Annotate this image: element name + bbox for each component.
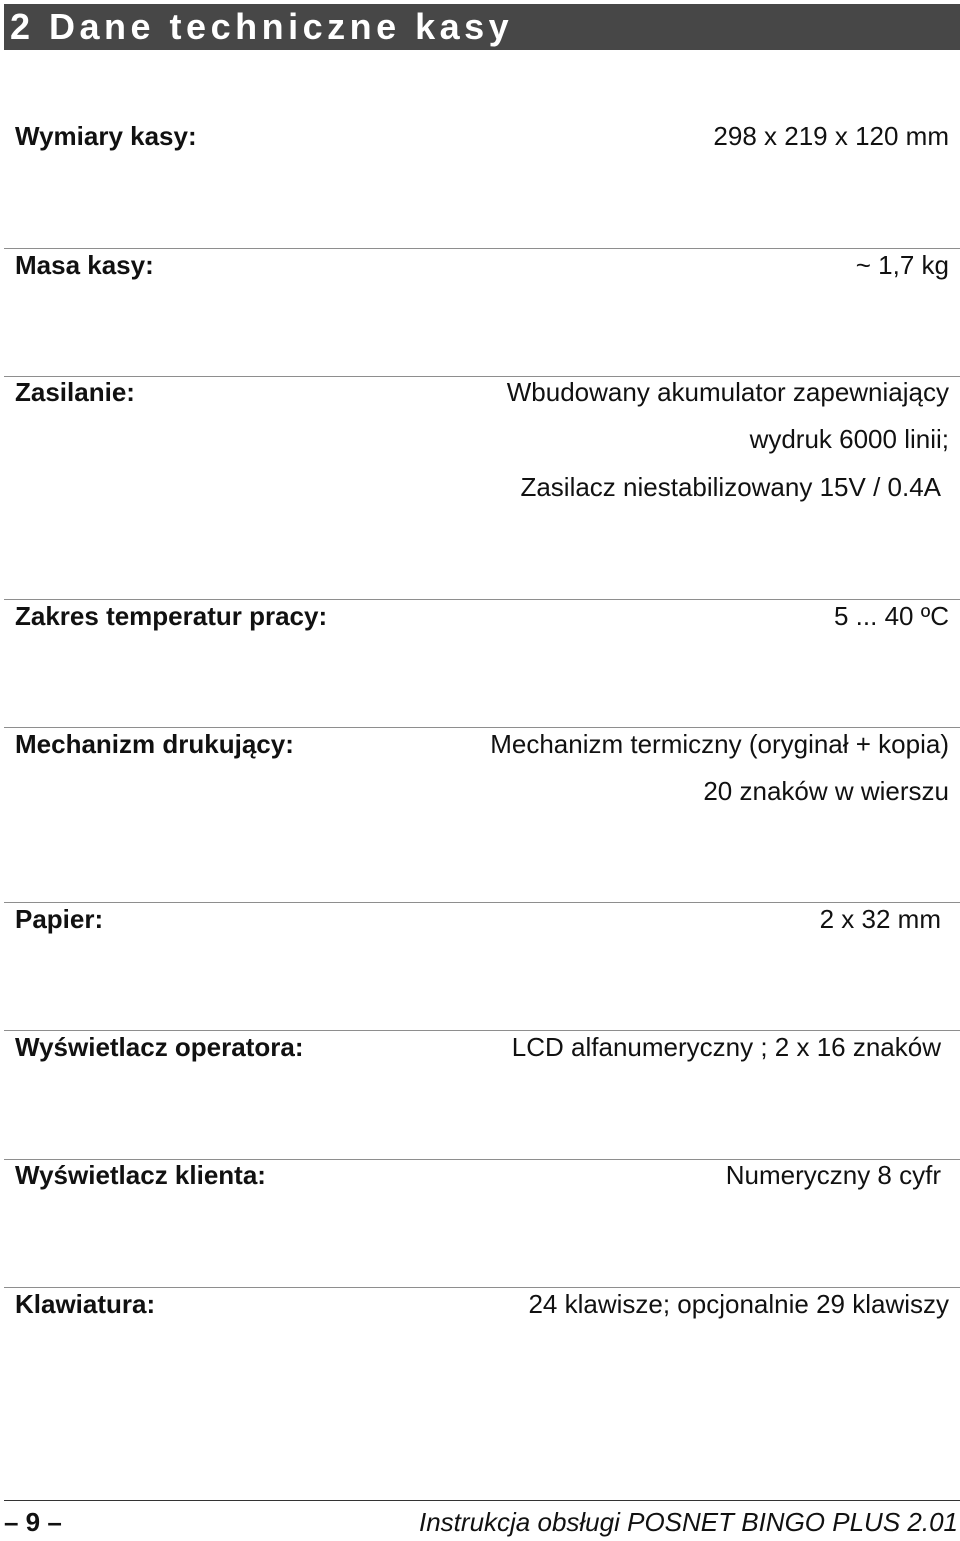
- printer-label: Mechanizm drukujący:: [15, 729, 294, 759]
- footer-divider: [4, 1500, 960, 1501]
- operator-display-label: Wyświetlacz operatora:: [15, 1032, 304, 1062]
- power-value-line3: Zasilacz niestabilizowany 15V / 0.4A: [520, 472, 941, 502]
- power-value-line1: Wbudowany akumulator zapewniający: [506, 377, 949, 407]
- power-value-line2: wydruk 6000 linii;: [749, 424, 949, 454]
- temperature-value: 5 ... 40 ºC: [834, 601, 949, 631]
- customer-display-value: Numeryczny 8 cyfr: [725, 1160, 941, 1190]
- dimensions-label: Wymiary kasy:: [15, 121, 197, 151]
- power-label: Zasilanie:: [15, 377, 135, 407]
- operator-display-value: LCD alfanumeryczny ; 2 x 16 znaków: [511, 1032, 941, 1062]
- temperature-label: Zakres temperatur pracy:: [15, 601, 328, 631]
- paper-label: Papier:: [15, 904, 104, 934]
- printer-value-line1: Mechanizm termiczny (oryginał + kopia): [490, 729, 949, 759]
- section-title: 2 Dane techniczne kasy: [10, 6, 514, 47]
- customer-display-label: Wyświetlacz klienta:: [15, 1160, 266, 1190]
- paper-value: 2 x 32 mm: [819, 904, 941, 934]
- mass-label: Masa kasy:: [15, 250, 154, 280]
- keyboard-value: 24 klawisze; opcjonalnie 29 klawiszy: [528, 1289, 949, 1319]
- dimensions-value: 298 x 219 x 120 mm: [713, 121, 949, 151]
- printer-value-line2: 20 znaków w wierszu: [703, 776, 949, 806]
- section-header: [4, 4, 960, 50]
- footer-document-title: Instrukcja obsługi POSNET BINGO PLUS 2.01: [419, 1507, 958, 1537]
- page-number: – 9 –: [4, 1507, 62, 1537]
- mass-value: ~ 1,7 kg: [855, 250, 949, 280]
- row-divider: [4, 902, 960, 903]
- keyboard-label: Klawiatura:: [15, 1289, 156, 1319]
